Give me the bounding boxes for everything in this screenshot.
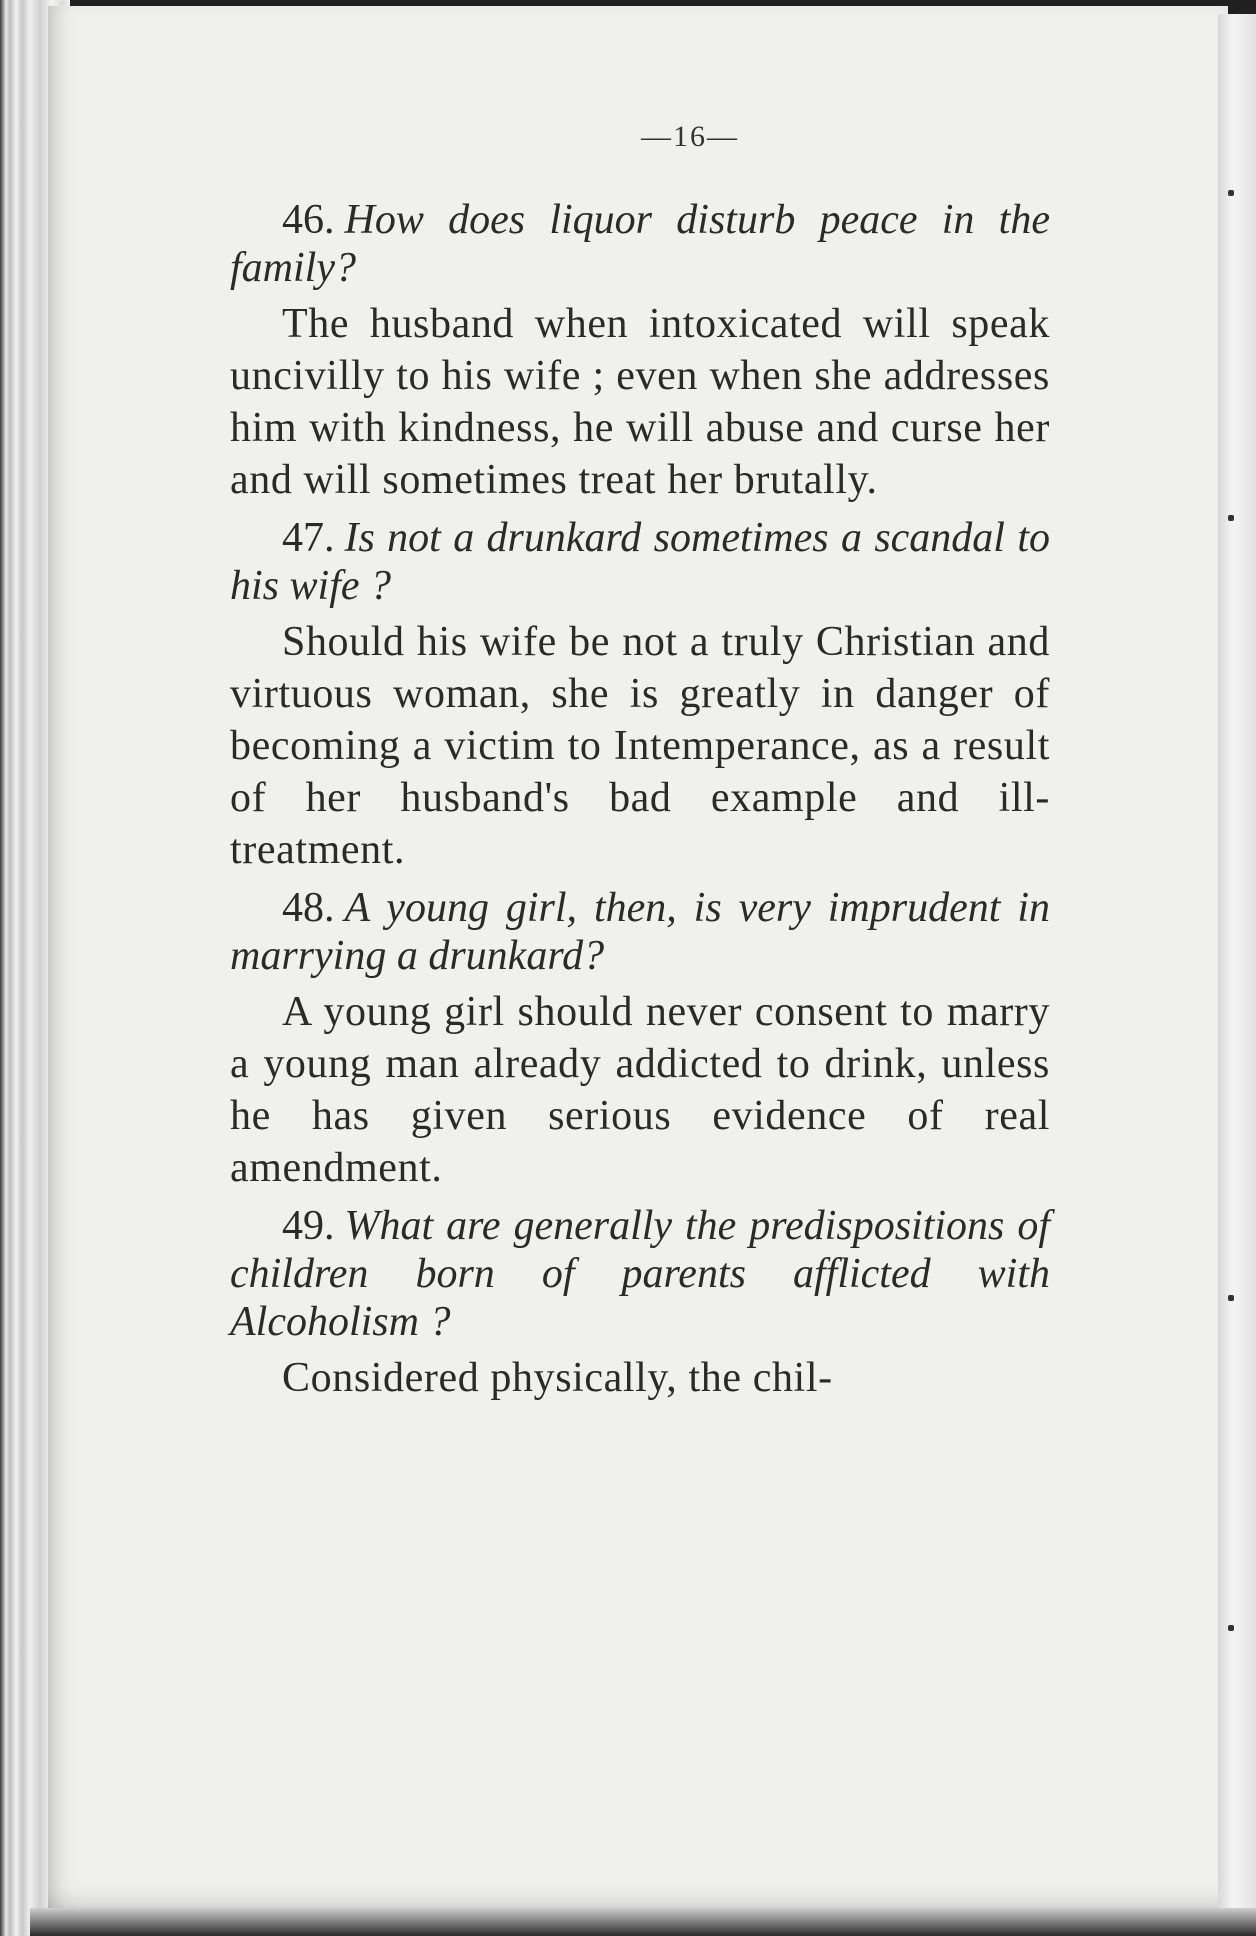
answer-text: Considered physically, the chil- (282, 1355, 833, 1401)
question-text: Is not a drunkard sometimes a scandal to his wife ? (230, 515, 1050, 609)
question (230, 514, 1050, 610)
question-text: A young girl, then, is very imprudent in marrying a drunkard? (230, 885, 1050, 979)
page-number: —16— (641, 120, 739, 153)
question-number: 46. (282, 197, 335, 243)
answer-text: Should his wife be not a truly Christian and virtuous woman, she is greatly in danger of becoming a victim to Intemperance, as a result of her husband's bad example and ill-treatment. (230, 619, 1050, 873)
answer-text: A young girl should never consent to marry a young man already addicted to drink, unless he has given serious evidence of real amendment. (230, 989, 1050, 1191)
qa-entry (230, 1202, 1050, 1404)
question (230, 196, 1050, 292)
question (230, 884, 1050, 980)
question (230, 1202, 1050, 1346)
binding-stitch-mark (1228, 1625, 1234, 1631)
answer-text: The husband when intoxicated will speak uncivilly to his wife ; even when she addresses him with kindness, he will abuse and curse her and will sometimes treat her brutally. (230, 301, 1050, 503)
binding-stitch-mark (1228, 190, 1234, 196)
question-text: How does liquor disturb peace in the family? (230, 197, 1050, 291)
qa-entry (230, 884, 1050, 1194)
binding-stitch-mark (1228, 1295, 1234, 1301)
qa-entry (230, 196, 1050, 506)
question-number: 48. (282, 885, 335, 931)
book-bottom-edge (30, 1908, 1256, 1936)
question-number: 49. (282, 1203, 335, 1249)
qa-entry (230, 514, 1050, 876)
question-number: 47. (282, 515, 335, 561)
binding-stitch-mark (1228, 515, 1234, 521)
question-text: What are generally the predispositions of children born of parents afflicted with Alcoholism ? (230, 1203, 1050, 1345)
page-text (230, 120, 1050, 1412)
facing-page-edge (1218, 14, 1256, 1914)
